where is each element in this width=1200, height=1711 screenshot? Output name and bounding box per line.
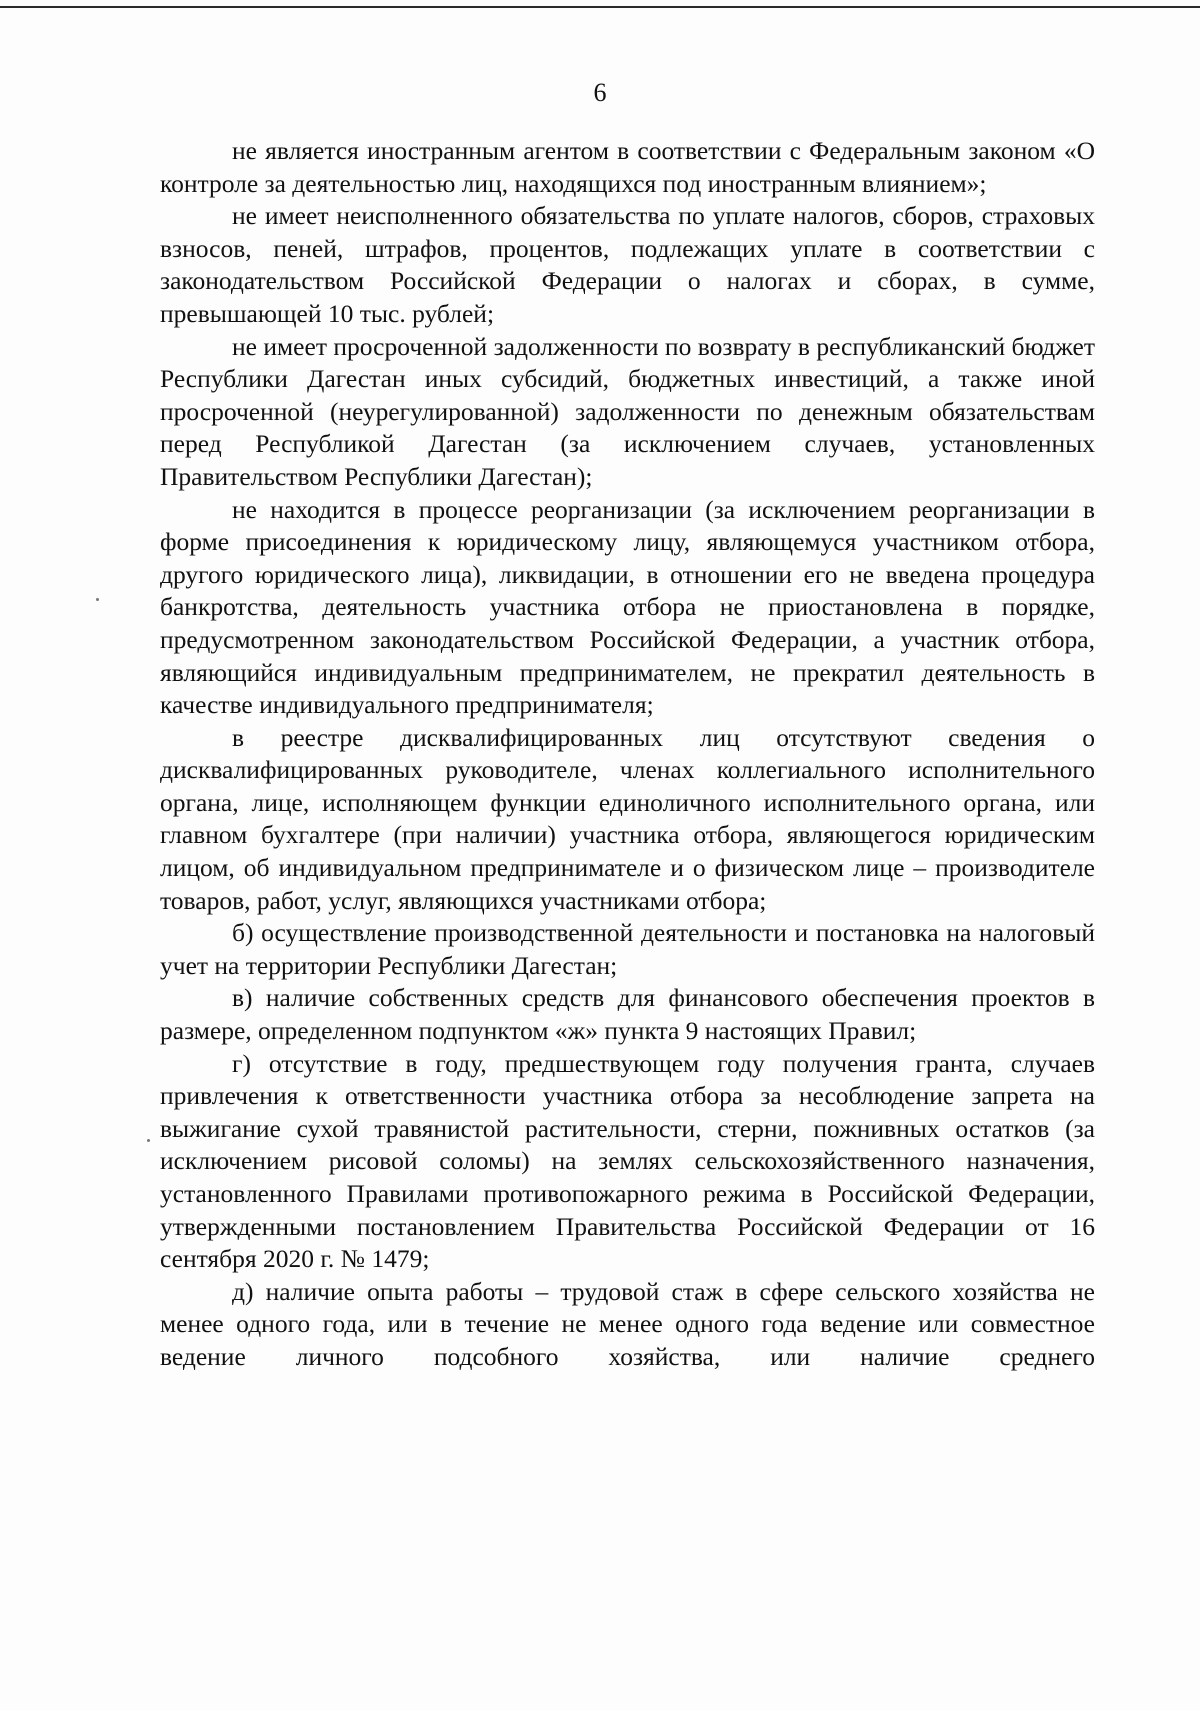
page-number: 6: [593, 78, 607, 107]
paragraph-foreign-agent: не является иностранным агентом в соответствии с Федеральным законом «О контроле за деятельностью лиц, находящихся под иностранным влиянием»;: [160, 136, 1095, 198]
scan-speck: [96, 598, 99, 601]
paragraph-budget-debt: не имеет просроченной задолженности по возврату в республиканский бюджет Республики Дагестан иных субсидий, бюджетных инвестиций, а также иной просроченной (неурегулированной) задолженности по денежным обязательствам перед Республикой Дагестан (за исключением случаев, установленных Правительством Республики Дагестан);: [160, 331, 1095, 491]
document-body: [160, 135, 1095, 1374]
paragraph-disqualified-registry: в реестре дисквалифицированных лиц отсутствуют сведения о дисквалифицированных руководителе, членах коллегиального исполнительного органа, лице, исполняющем функции единоличного исполнительного органа, или главном бухгалтере (при наличии) участника отбора, являющегося юридическим лицом, об индивидуальном предпринимателе и о физическом лице – производителе товаров, работ, услуг, являющихся участниками отбора;: [160, 722, 1095, 915]
paragraph-tax-obligations: не имеет неисполненного обязательства по уплате налогов, сборов, страховых взносов, пеней, штрафов, процентов, подлежащих уплате в соответствии с законодательством Российской Федерации о налогах и сборах, в сумме, превышающей 10 тыс. рублей;: [160, 201, 1095, 328]
scan-edge-line: [0, 6, 1200, 8]
paragraph-item-v: в) наличие собственных средств для финансового обеспечения проектов в размере, определенном подпунктом «ж» пункта 9 настоящих Правил;: [160, 983, 1095, 1046]
paragraph-reorganization: не находится в процессе реорганизации (за исключением реорганизации в форме присоединения к юридическому лицу, являющемуся участником отбора, другого юридического лица), ликвидации, в отношении его не введена процедура банкротства, деятельность участника отбора не приостановлена в порядке, предусмотренном законодательством Российской Федерации, а участник отбора, являющийся индивидуальным предпринимателем, не прекратил деятельность в качестве индивидуального предпринимателя;: [160, 494, 1095, 720]
paragraph-item-b: б) осуществление производственной деятельности и постановка на налоговый учет на территории Республики Дагестан;: [160, 918, 1095, 980]
scan-speck: [147, 1139, 150, 1142]
paragraph-item-d: д) наличие опыта работы – трудовой стаж в сфере сельского хозяйства не менее одного года, или в течение не менее одного года ведение или совместное ведение личного подсобного хозяйства, или наличие среднего: [160, 1276, 1095, 1371]
paragraph-item-g: г) отсутствие в году, предшествующем году получения гранта, случаев привлечения к ответственности участника отбора за несоблюдение запрета на выжигание сухой травянистой растительности, стерни, пожнивных остатков (за исключением рисовой соломы) на землях сельскохозяйственного назначения, установленного Правилами противопожарного режима в Российской Федерации, утвержденными постановлением Правительства Российской Федерации от 16 сентября 2020 г. № 1479;: [160, 1048, 1095, 1274]
